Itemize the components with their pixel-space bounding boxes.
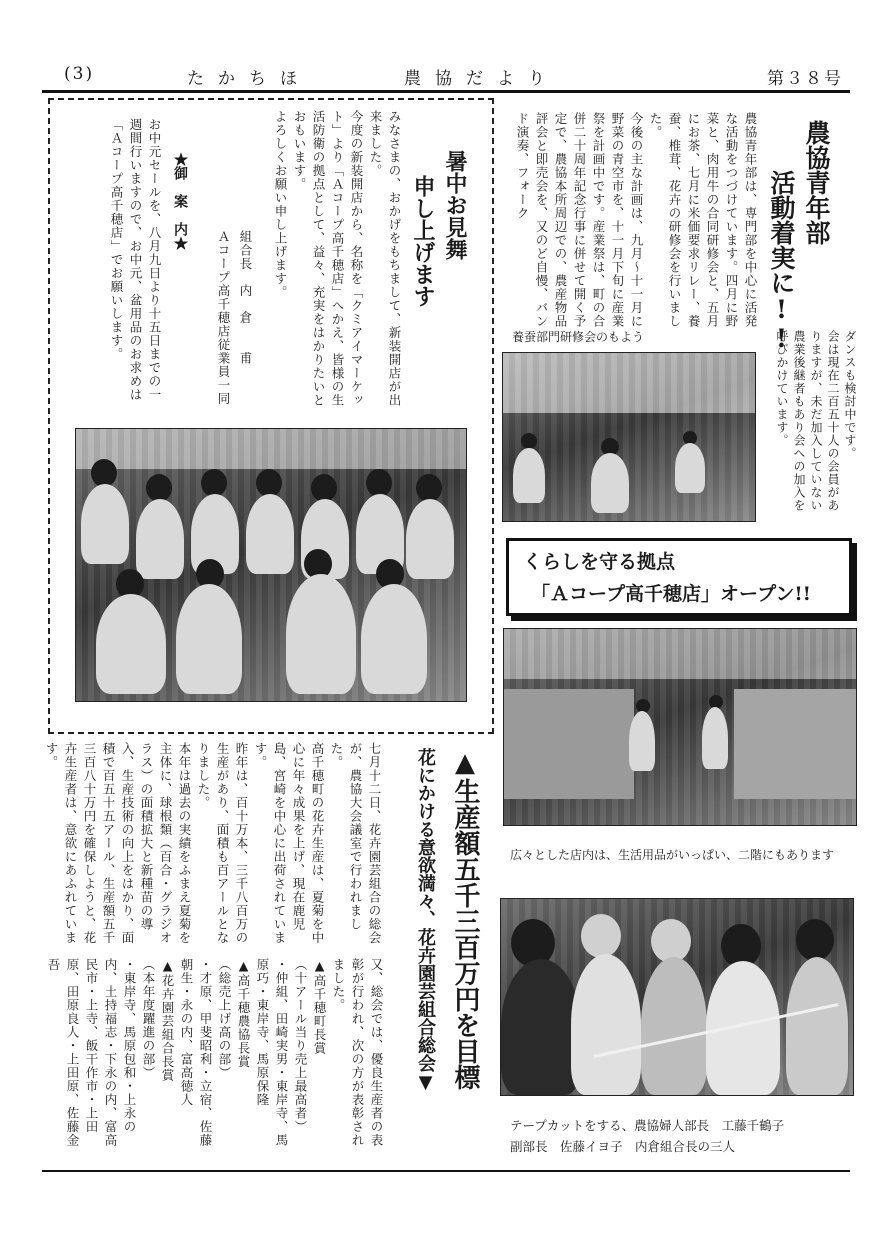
kaki-subhead: 花にかける意欲満々、花卉園芸組合総会▼: [415, 748, 436, 1093]
tape-cut-caption-1: テープカットをする、農協婦人部長 工藤千鶴子: [510, 1118, 785, 1133]
kaki-headline: ▲生産額五千三百万円を目標: [450, 748, 480, 1090]
store-interior-photo: [503, 628, 857, 826]
greeting-title-1: 暑中お見舞: [442, 150, 468, 260]
page-header: [42, 58, 850, 90]
kaki-awards: 又、総会では、優良生産者の表彰が行われ、次の方が表彰されました。 ▲高千穂町長賞 （十アール当り売上最高者） ・仲組、田崎実男・東岸寺、馬原巧・東岸寺、馬原保隆 ▲高千穂農協長賞 （総売上げ高の部） ・才原、甲斐昭利・立宿、佐藤朝生・永の内、富高徳人 ▲花卉園芸組合長賞 （本年度躍進の部） ・東岸寺、馬原包和・上永の内、土持福志・下永の内、富高民市・上寺、飯干作市・上田原、田原良人・上田原、佐藤金吾: [46, 958, 384, 1147]
seinenbu-title-2: 活動着実に!!: [767, 170, 796, 353]
notice-title: ★御 案 内★: [172, 152, 188, 250]
sericulture-meeting-photo: [502, 352, 756, 522]
greeting-signer-2: Ａコープ高千穂店従業員一同: [216, 230, 231, 406]
acoop-banner-line-2: 「Ａコープ高千穂店」オープン!!: [531, 583, 812, 605]
greeting-title-2: 申し上げます: [410, 175, 436, 307]
header-rule: [42, 90, 850, 93]
tape-cut-photo: [500, 898, 854, 1096]
publication-title: たかちほ 農協だより: [187, 69, 559, 89]
greeting-signer-1: 組合長 内 倉 甫: [238, 230, 253, 365]
seinenbu-photo-caption: 養蚕部門研修会のもよう: [512, 330, 645, 344]
seinenbu-body-cont: ダンスも検討中です。 会は現在二百五十人の会員がありますが、未だ加入していない農業後継者もあり会への加入を呼びかけています。: [775, 330, 857, 512]
acoop-banner: [506, 538, 852, 616]
seinenbu-body: 農協青年部は、専門部を中心に活発な活動をつづけています。四月に野菜と、肉用牛の合同研修会と、五月にお茶、七月に米価要求リレー、養蚕、椎茸、花卉の研修会を行いました。 今後の主な計画は、九月〜十一月に野菜の青空市を、十一月下旬に産業祭を計画中です。産業祭は、町の合併二十周年記念行事に併せて開く予定で、農協本所周辺での、農産物品評会と即売会を、又のど自慢、バンド演奏、フォーク: [515, 112, 758, 328]
page-number: (3): [64, 64, 95, 84]
notice-body: お中元セールを、八月九日より十五日までの一週間行いますので、お中元、盆用品のお求めは「Ａコープ高千穂店」でお願いします。: [109, 118, 162, 402]
tape-cut-caption-2: 副部長 佐藤イヨ子 内倉組合長の三人: [510, 1139, 736, 1154]
greeting-body: みなさまの、おかげをもちまして、新装開店が出来ました。 今度の新装開店から、名称を「クミアイマーケット」より「Ａコープ高千穂店」へかえ、皆様の生活防衛の拠点として、益々、充実をはかりたいとおもいます。 よろしくお願い申し上げます。: [273, 110, 402, 407]
kaki-body: 七月十二日、花卉園芸組合の総会が、農協大会議室で行われました。 高千穂町の花卉生産は、夏菊を中心に年々成果を上げ、現在鹿児島、宮崎を中心に出荷されています。 昨年は、百十万本、三千八百万の生産があり、面積も百アールとなりました。 本年は過去の実績をふまえ夏菊を主体に、球根類（百合・グラジオラス）の面積拡大と新種苗の導入、生産技術の向上をはかり、面積で百五十五アール、生産額五千三百八十万円を確保しようと、花卉生産者は、意欲にあふれています。: [44, 742, 382, 945]
store-staff-group-photo: [75, 428, 467, 702]
store-interior-caption: 広々とした店内は、生活用品がいっぱい、二階にもあります: [510, 848, 835, 862]
issue-number: 第３８号: [767, 69, 843, 89]
footer-rule: [42, 1170, 850, 1172]
acoop-banner-line-1: くらしを守る拠点: [523, 551, 676, 573]
seinenbu-title-1: 農協青年部: [802, 120, 831, 245]
